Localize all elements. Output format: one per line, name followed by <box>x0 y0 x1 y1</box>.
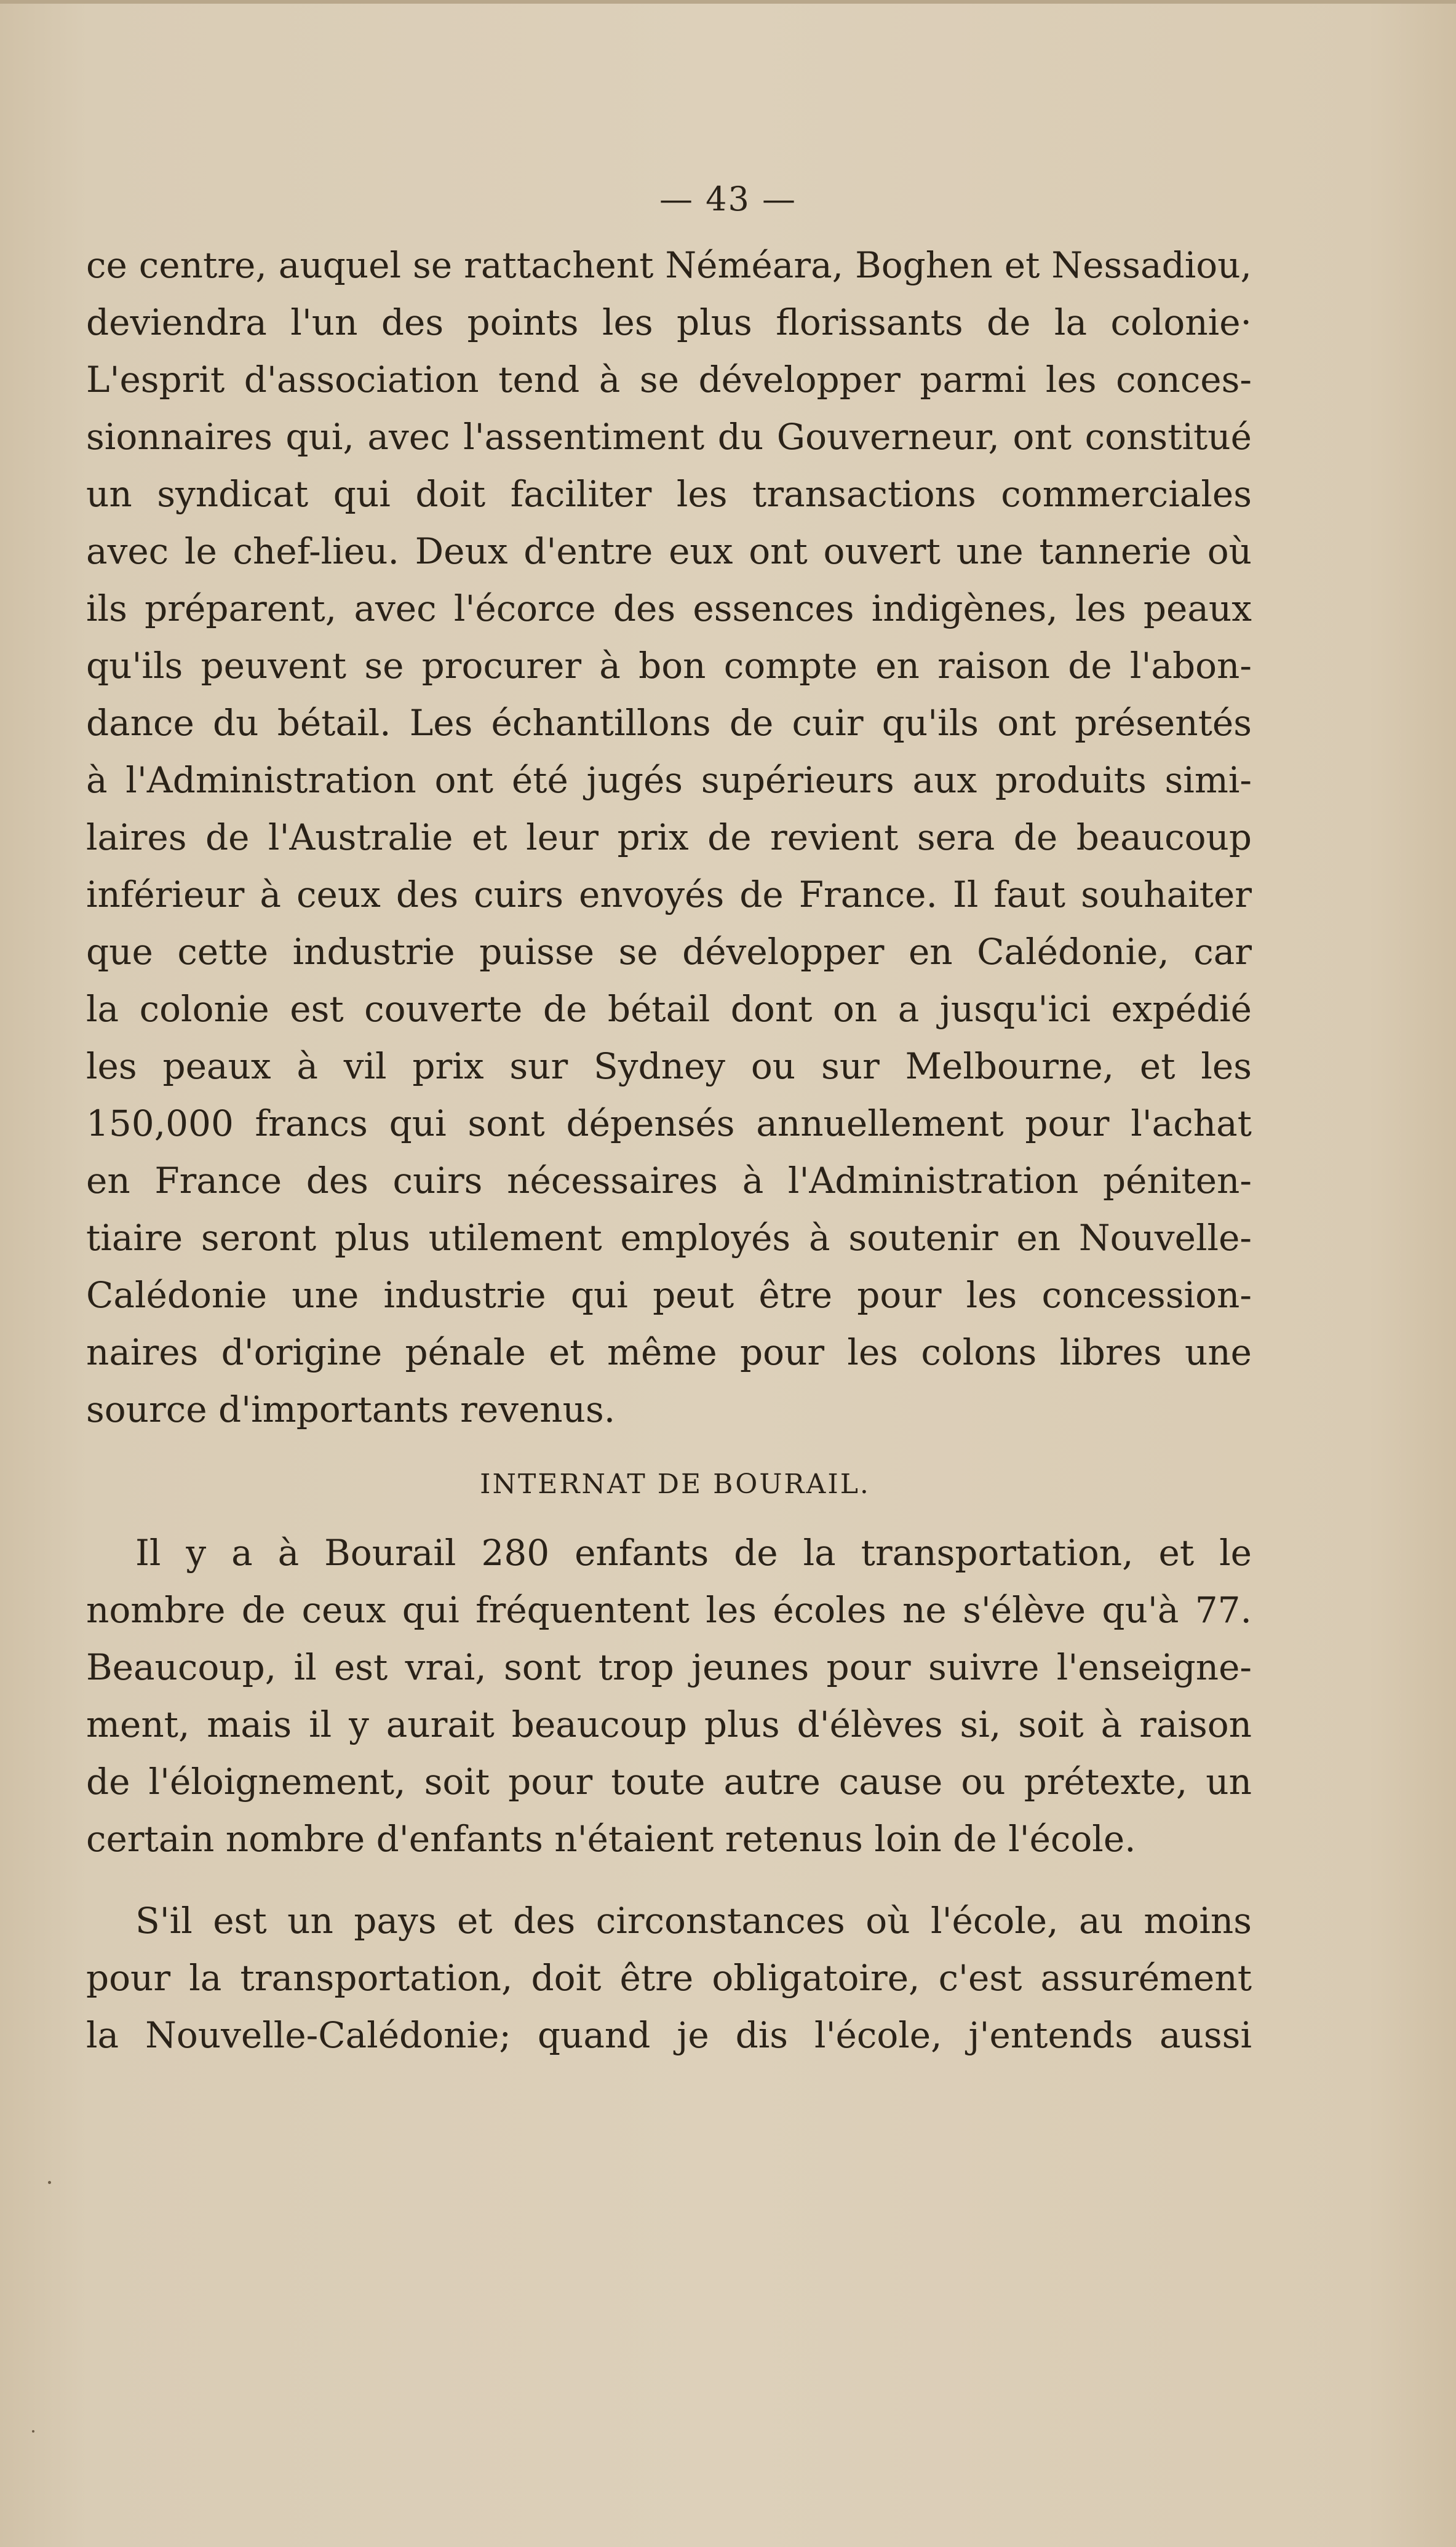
paragraph-tannerie <box>86 237 1252 1438</box>
paper-speck <box>48 2181 51 2184</box>
text-line: inférieur à ceux des cuirs envoyés de France. Il faut souhaiter <box>86 874 1252 915</box>
text-line: 150,000 francs qui sont dépensés annuellement pour l'achat <box>86 1102 1252 1144</box>
text-line: à l'Administration ont été jugés supérieurs aux produits simi- <box>86 759 1252 801</box>
text-line: dance du bétail. Les échantillons de cuir qu'ils ont présentés <box>86 702 1252 744</box>
text-line: S'il est un pays et des circonstances où l'école, au moins <box>135 1900 1252 1942</box>
text-line: laires de l'Australie et leur prix de revient sera de beaucoup <box>86 816 1252 858</box>
text-line: la Nouvelle-Calédonie; quand je dis l'école, j'entends aussi <box>86 2014 1252 2056</box>
text-line: naires d'origine pénale et même pour les colons libres une <box>86 1331 1252 1373</box>
text-line: ce centre, auquel se rattachent Néméara, Boghen et Nessadiou, <box>86 244 1252 286</box>
page-top-edge <box>0 0 1456 4</box>
text-line: en France des cuirs nécessaires à l'Administration péniten- <box>86 1160 1252 1202</box>
text-line: Calédonie une industrie qui peut être pour les concession- <box>86 1274 1252 1316</box>
body-text <box>86 237 1252 2064</box>
text-line: ment, mais il y aurait beaucoup plus d'élèves si, soit à raison <box>86 1704 1252 1745</box>
section-heading: INTERNAT DE BOURAIL. <box>480 1469 870 1500</box>
text-line: les peaux à vil prix sur Sydney ou sur Melbourne, et les <box>86 1045 1252 1087</box>
text-line: deviendra l'un des points les plus florissants de la colonie· <box>86 301 1252 343</box>
text-line: source d'importants revenus. <box>86 1389 616 1430</box>
text-line: L'esprit d'association tend à se développer parmi les conces- <box>86 359 1252 401</box>
text-line: certain nombre d'enfants n'étaient retenus loin de l'école. <box>86 1818 1136 1860</box>
paragraph-gap <box>86 1868 1252 1892</box>
text-line: ils préparent, avec l'écorce des essences indigènes, les peaux <box>86 588 1252 629</box>
text-line: Beaucoup, il est vrai, sont trop jeunes pour suivre l'enseigne- <box>86 1646 1252 1688</box>
page-number: — 43 — <box>659 180 797 218</box>
text-line: la colonie est couverte de bétail dont on a jusqu'ici expédié <box>86 988 1252 1030</box>
text-line: pour la transportation, doit être obligatoire, c'est assurément <box>86 1957 1252 1999</box>
text-line: Il y a à Bourail 280 enfants de la transportation, et le <box>135 1532 1252 1574</box>
text-line: avec le chef-lieu. Deux d'entre eux ont ouvert une tannerie où <box>86 530 1252 572</box>
paragraph-internat <box>86 1525 1252 1868</box>
text-line: qu'ils peuvent se procurer à bon compte en raison de l'abon- <box>86 645 1252 687</box>
text-line: tiaire seront plus utilement employés à soutenir en Nouvelle- <box>86 1217 1252 1259</box>
text-line: un syndicat qui doit faciliter les transactions commerciales <box>86 473 1252 515</box>
text-line: nombre de ceux qui fréquentent les écoles ne s'élève qu'à 77. <box>86 1589 1252 1631</box>
text-line: sionnaires qui, avec l'assentiment du Gouverneur, ont constitué <box>86 416 1252 458</box>
paragraph-ecole <box>86 1892 1252 2064</box>
text-line: de l'éloignement, soit pour toute autre cause ou prétexte, un <box>86 1761 1252 1803</box>
text-line: que cette industrie puisse se développer en Calédonie, car <box>86 931 1252 973</box>
paper-speck <box>32 2430 34 2433</box>
